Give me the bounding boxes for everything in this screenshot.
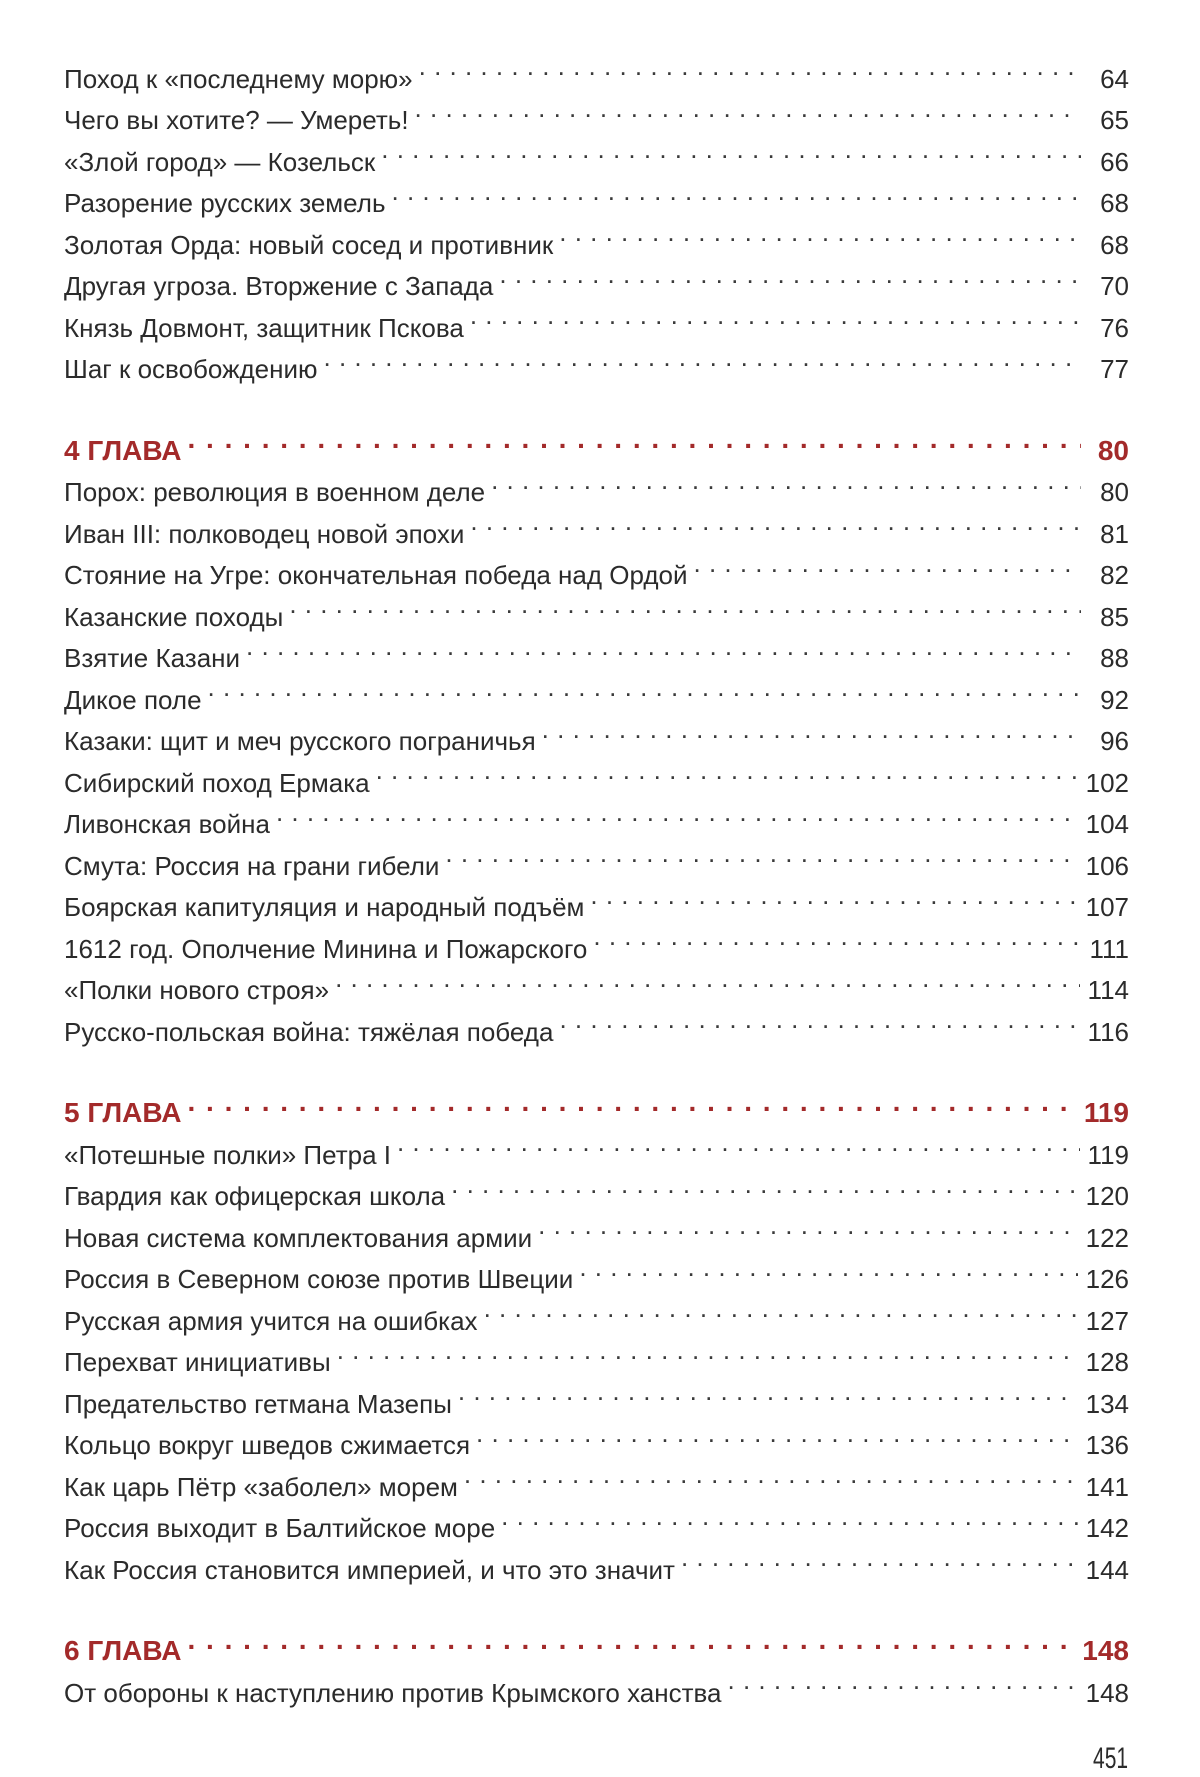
toc-entry-page: 92 <box>1100 684 1129 715</box>
chapter-title: 4 ГЛАВА <box>64 434 182 466</box>
dot-leader <box>187 1619 1074 1661</box>
dot-leader <box>593 916 1081 958</box>
toc-entry-title: Новая система комплектования армии <box>64 1222 533 1253</box>
chapter-title: 5 ГЛАВА <box>64 1097 182 1128</box>
dot-leader <box>501 1496 1077 1538</box>
toc-entry-page: 77 <box>1100 354 1129 384</box>
dot-leader <box>335 958 1079 1000</box>
toc-entry-title: Князь Довмонт, защитник Пскова <box>64 312 464 343</box>
toc-entry-page: 128 <box>1085 1347 1129 1377</box>
toc-entry-page: 68 <box>1100 229 1129 260</box>
toc-entry-page: 142 <box>1085 1513 1129 1543</box>
toc-entry-page: 85 <box>1100 601 1129 632</box>
toc-entry-title: Порох: революция в военном деле <box>64 477 486 507</box>
toc-entry-page: 111 <box>1089 933 1129 964</box>
toc-entry-page: 122 <box>1085 1222 1129 1253</box>
toc-entry-title: Чего вы хотите? — Умереть! <box>64 105 409 135</box>
dot-leader <box>187 418 1081 460</box>
toc-entry-page: 119 <box>1087 1139 1129 1170</box>
dot-leader <box>470 501 1081 543</box>
toc-entry-title: Дикое поле <box>64 684 202 715</box>
toc-entry-title: От обороны к наступлению против Крымского ханства <box>64 1677 722 1708</box>
toc-group-top <box>64 46 1129 384</box>
dot-leader <box>484 1288 1078 1330</box>
toc-entry-page: 127 <box>1085 1305 1129 1336</box>
dot-leader <box>324 337 1082 379</box>
dot-leader <box>419 46 1081 88</box>
toc-entry-title: Как Россия становится империей, и что это значит <box>64 1554 675 1585</box>
dot-leader <box>542 709 1081 751</box>
toc-entry-title: Русская армия учится на ошибках <box>64 1305 478 1336</box>
dot-leader <box>381 129 1081 171</box>
toc-entry-page: 141 <box>1085 1471 1129 1502</box>
toc-entry[interactable] <box>64 1660 1129 1708</box>
toc-entry-page: 70 <box>1100 271 1129 301</box>
toc-entry-page: 104 <box>1085 809 1129 839</box>
dot-leader <box>579 1247 1077 1289</box>
chapter-page: 119 <box>1083 1097 1129 1128</box>
dot-leader <box>451 1164 1077 1206</box>
toc-entry-title: Иван III: полководец новой эпохи <box>64 518 465 549</box>
toc-entry-page: 64 <box>1100 63 1129 94</box>
toc-entry-title: Поход к «последнему морю» <box>64 63 413 94</box>
toc-entry-title: Смута: Россия на грани гибели <box>64 850 440 881</box>
toc-entry[interactable] <box>64 1122 1129 1170</box>
toc-entry-page: 76 <box>1100 312 1129 343</box>
toc-entry[interactable] <box>64 46 1129 94</box>
toc-entry-page: 66 <box>1100 146 1129 177</box>
toc-group-chapter-6 <box>64 1619 1129 1708</box>
toc-entry-title: «Полки нового строя» <box>64 975 330 1005</box>
toc-entry-page: 144 <box>1085 1554 1129 1585</box>
dot-leader <box>470 295 1081 337</box>
toc-entry-title: Стояние на Угре: окончательная победа над Ордой <box>64 560 688 590</box>
dot-leader <box>476 1413 1078 1455</box>
toc-entry-title: 1612 год. Ополчение Минина и Пожарского <box>64 933 588 964</box>
toc-entry[interactable] <box>64 709 1129 756</box>
dot-leader <box>728 1660 1078 1702</box>
chapter-page: 148 <box>1082 1635 1129 1666</box>
dot-leader <box>397 1122 1080 1164</box>
toc-entry-page: 106 <box>1085 850 1129 881</box>
toc-entry-page: 88 <box>1100 643 1129 673</box>
chapter-title: 6 ГЛАВА <box>64 1635 182 1666</box>
toc-entry-page: 136 <box>1085 1430 1129 1460</box>
toc-entry[interactable] <box>64 460 1129 507</box>
toc-entry-title: Перехват инициативы <box>64 1347 331 1377</box>
toc-entry-page: 96 <box>1100 726 1129 756</box>
toc-entry-title: Сибирский поход Ермака <box>64 767 370 798</box>
dot-leader <box>337 1330 1078 1372</box>
toc-entry-title: Разорение русских земель <box>64 188 386 218</box>
dot-leader <box>276 792 1078 834</box>
dot-leader <box>289 584 1081 626</box>
dot-leader <box>538 1205 1077 1247</box>
toc-entry[interactable] <box>64 667 1129 715</box>
dot-leader <box>559 999 1079 1041</box>
page-number: 451 <box>1092 1742 1128 1775</box>
dot-leader <box>590 875 1077 917</box>
dot-leader <box>376 750 1078 792</box>
dot-leader <box>392 171 1082 213</box>
toc-entry-title: Золотая Орда: новый сосед и противник <box>64 229 554 260</box>
toc-entry-page: 102 <box>1085 767 1129 798</box>
toc-entry-title: Русско-польская война: тяжёлая победа <box>64 1016 554 1047</box>
toc-entry-title: Боярская капитуляция и народный подъём <box>64 892 585 922</box>
toc-entry-page: 116 <box>1087 1016 1129 1047</box>
chapter-page: 80 <box>1097 434 1129 466</box>
toc-entry-title: Казаки: щит и меч русского пограничья <box>64 726 536 756</box>
dot-leader <box>208 667 1081 709</box>
dot-leader <box>246 626 1081 668</box>
toc-entry-title: Казанские походы <box>64 601 284 632</box>
toc-entry-title: Россия выходит в Балтийское море <box>64 1513 496 1543</box>
toc-entry-page: 114 <box>1087 975 1129 1005</box>
toc-entry-title: Кольцо вокруг шведов сжимается <box>64 1430 471 1460</box>
dot-leader <box>681 1537 1078 1579</box>
table-of-contents <box>64 46 1129 1708</box>
toc-entry-page: 134 <box>1085 1388 1129 1419</box>
toc-entry-title: Ливонская война <box>64 809 270 839</box>
toc-entry-page: 81 <box>1100 518 1129 549</box>
toc-entry-page: 65 <box>1100 105 1129 135</box>
toc-entry-title: Предательство гетмана Мазепы <box>64 1388 452 1419</box>
toc-group-chapter-4 <box>64 418 1129 1047</box>
dot-leader <box>491 460 1081 502</box>
toc-entry-page: 120 <box>1085 1181 1129 1211</box>
chapter-heading[interactable] <box>64 1081 1129 1128</box>
toc-entry-title: Россия в Северном союзе против Швеции <box>64 1264 574 1294</box>
toc-entry-page: 80 <box>1100 477 1129 507</box>
toc-entry-title: «Злой город» — Козельск <box>64 146 376 177</box>
toc-group-chapter-5 <box>64 1081 1129 1585</box>
chapter-heading[interactable] <box>64 418 1129 466</box>
toc-entry-title: Шаг к освобождению <box>64 354 318 384</box>
toc-entry-page: 126 <box>1085 1264 1129 1294</box>
toc-entry-page: 68 <box>1100 188 1129 218</box>
dot-leader <box>694 543 1081 585</box>
toc-entry-title: Взятие Казани <box>64 643 241 673</box>
toc-entry-title: Другая угроза. Вторжение с Запада <box>64 271 494 301</box>
toc-entry-title: Гвардия как офицерская школа <box>64 1181 446 1211</box>
toc-entry-page: 82 <box>1100 560 1129 590</box>
toc-entry-title: «Потешные полки» Петра I <box>64 1139 391 1170</box>
dot-leader <box>458 1371 1078 1413</box>
dot-leader <box>559 212 1081 254</box>
dot-leader <box>464 1454 1078 1496</box>
toc-entry-page: 107 <box>1085 892 1129 922</box>
dot-leader <box>445 833 1077 875</box>
dot-leader <box>187 1081 1075 1123</box>
toc-entry-page: 148 <box>1085 1677 1129 1708</box>
dot-leader <box>499 254 1081 296</box>
chapter-heading[interactable] <box>64 1619 1129 1666</box>
toc-entry-title: Как царь Пётр «заболел» морем <box>64 1471 458 1502</box>
dot-leader <box>415 88 1081 130</box>
